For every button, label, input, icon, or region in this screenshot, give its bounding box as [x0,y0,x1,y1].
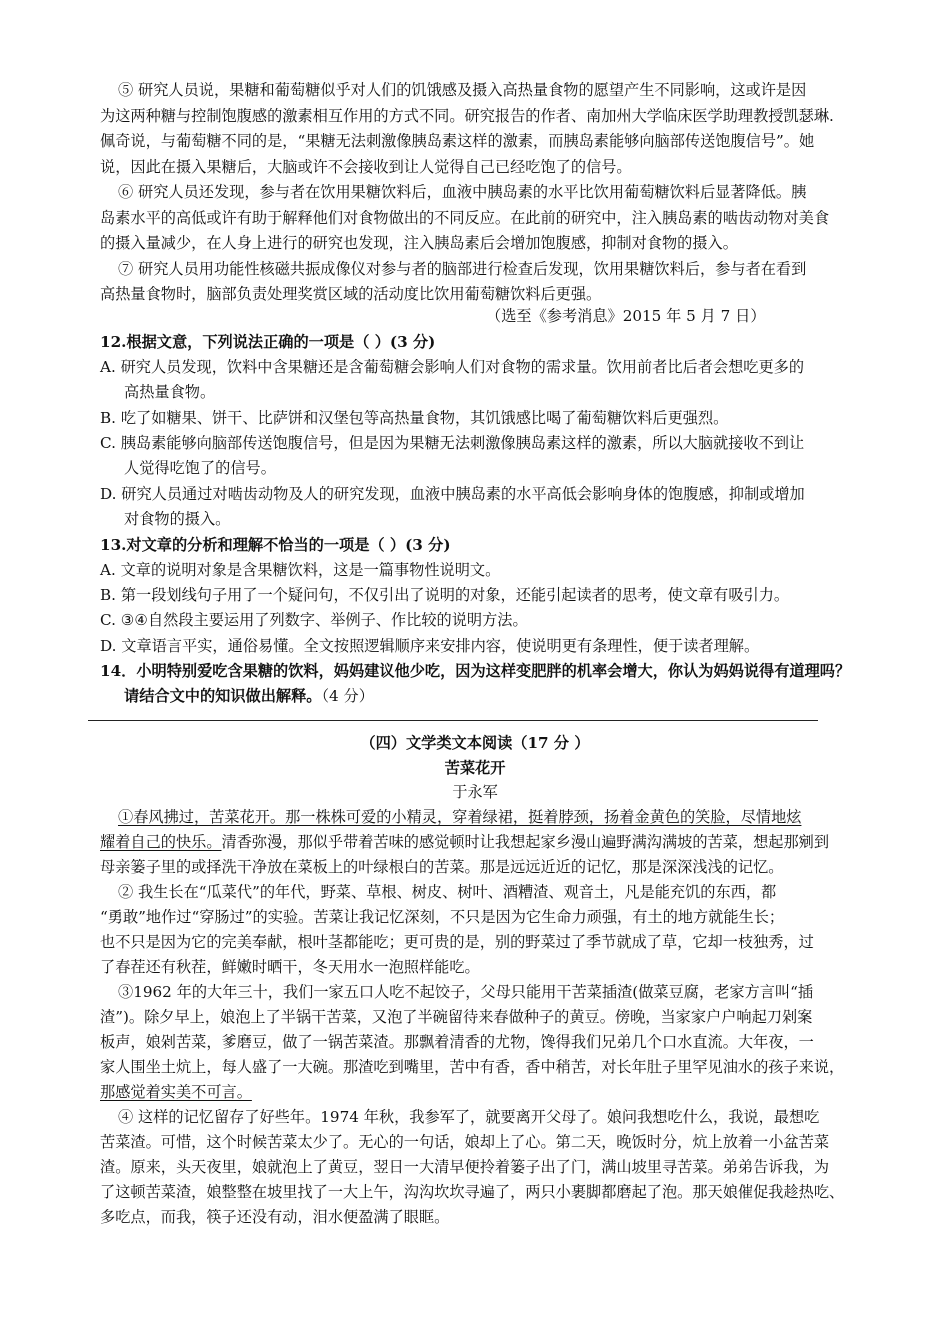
story-para3-line3: 板声，娘剁苦菜，爹磨豆，做了一锅苦菜渣。那飘着清香的尤物，馋得我们兄弟几个口水直流。大年夜，一 [100,1033,814,1051]
q12-option-c-cont: 人觉得吃饱了的信号。 [124,459,276,477]
q13-option-c: C. ③④自然段主要运用了列数字、举例子、作比较的说明方法。 [100,611,528,629]
story-para2-line1: ② 我生长在“瓜菜代”的年代，野菜、草根、树皮、树叶、酒糟渣、观音土，凡是能充饥的东西，都 [118,883,777,901]
story-para1-line1-underlined: ①春风拂过，苦菜花开。那一株株可爱的小精灵，穿着绿裙，挺着脖颈，扬着金黄色的笑脸，尽情地炫 [118,808,802,826]
section-4-heading: （四）文学类文本阅读（17 分 ） [360,734,590,752]
story-para4-line3: 渣。原来，头天夜里，娘就泡上了黄豆，翌日一大清早便拎着篓子出了门，满山坡里寻苦菜。弟弟告诉我，为 [100,1158,829,1176]
q12-option-d: D. 研究人员通过对啮齿动物及人的研究发现，血液中胰岛素的水平高低会影响身体的饱腹感，抑制或增加 [100,485,805,503]
story-para4-line2: 苦菜渣。可惜，这个时候苦菜太少了。无心的一句话，娘却上了心。第二天，晚饭时分，炕上放着一小盆苦菜 [100,1133,829,1151]
story-para1-underlined-end: 耀着自己的快乐。 [100,833,222,851]
question-14-text: 请结合文中的知识做出解释。 [124,687,322,705]
q12-option-d-cont: 对食物的摄入。 [124,510,231,528]
question-14-line1: 14．小明特别爱吃含果糖的饮料，妈妈建议他少吃，因为这样变肥胖的机率会增大，你认为妈妈说得有道理吗？ [100,662,851,680]
question-14-line2 [124,686,374,706]
story-para2-line3: 也不只是因为它的完美奉献，根叶茎都能吃；更可贵的是，别的野菜过了季节就成了草，它却一枝独秀，过 [100,933,814,951]
question-12-stem: 12.根据文意，下列说法正确的一项是（ ）(3 分) [100,333,436,351]
para6-line2: 岛素水平的高低或许有助于解释他们对食物做出的不同反应。在此前的研究中，注入胰岛素的啮齿动物对美食 [100,209,829,227]
q12-option-c: C. 胰岛素能够向脑部传送饱腹信号，但是因为果糖无法刺激像胰岛素这样的激素，所以大脑就接收不到让 [100,434,805,452]
q12-option-a: A. 研究人员发现，饮料中含果糖还是含葡萄糖会影响人们对食物的需求量。饮用前者比后者会想吃更多的 [100,358,805,376]
story-para1-line2-rest: 清香弥漫，那似乎带着苦味的感觉顿时让我想起家乡漫山遍野满沟满坡的苦菜，想起那剜到 [221,833,829,851]
story-para4-line4: 了这顿苦菜渣，娘整整在坡里找了一大上午，沟沟坎坎寻遍了，两只小裹脚都磨起了泡。那天娘催促我趁热吃、 [100,1183,845,1201]
question-13-stem: 13.对文章的分析和理解不恰当的一项是（ ）(3 分) [100,536,451,554]
q13-option-a: A. 文章的说明对象是含果糖饮料，这是一篇事物性说明文。 [100,561,501,579]
story-para3-line2: 渣”)。除夕早上，娘泡上了半锅干苦菜，又泡了半碗留待来春做种子的黄豆。傍晚，当家家户户响起刀剁案 [100,1008,813,1026]
story-para3-line4: 家人围坐土炕上，每人盛了一大碗。那渣吃到嘴里，苦中有香，香中稍苦，对长年肚子里罕见油水的孩子来说， [100,1058,845,1076]
q12-option-a-cont: 高热量食物。 [124,383,216,401]
q13-option-d: D. 文章语言平实，通俗易懂。全文按照逻辑顺序来安排内容，使说明更有条理性，便于读者理解。 [100,637,760,655]
story-para3-line1: ③1962 年的大年三十，我们一家五口人吃不起饺子，父母只能用干苦菜插渣(做菜豆腐，老家方言叫“插 [118,983,814,1001]
story-para2-line2: “勇敢”地作过“穿肠过”的实验。苦菜让我记忆深刻，不只是因为它生命力顽强，有土的地方就能生长； [100,908,785,926]
q12-option-b: B. 吃了如糖果、饼干、比萨饼和汉堡包等高热量食物，其饥饿感比喝了葡萄糖饮料后更强烈。 [100,409,729,427]
para6-line3: 的摄入量减少，在人身上进行的研究也发现，注入胰岛素后会增加饱腹感，抑制对食物的摄入。 [100,234,738,252]
para5-line3: 佩奇说，与葡萄糖不同的是，“果糖无法刺激像胰岛素这样的激素，而胰岛素能够向脑部传送饱腹信号”。她 [100,132,815,150]
story-para1-line3: 母亲篓子里的或择洗干净放在菜板上的叶绿根白的苦菜。那是远远近近的记忆，那是深深浅浅的记忆。 [100,858,784,876]
story-para4-line1: ④ 这样的记忆留存了好些年。1974 年秋，我参军了，就要离开父母了。娘问我想吃什么，我说，最想吃 [118,1108,820,1126]
story-para4-line5: 多吃点，而我，筷子还没有动，泪水便盈满了眼眶。 [100,1208,450,1226]
q13-option-b: B. 第一段划线句子用了一个疑问句，不仅引出了说明的对象，还能引起读者的思考，使文章有吸引力。 [100,586,790,604]
para7-line1: ⑦ 研究人员用功能性核磁共振成像仪对参与者的脑部进行检查后发现，饮用果糖饮料后，参与者在看到 [118,260,807,278]
article-author: 于永军 [452,783,498,801]
source-citation: （选至《参考消息》2015 年 5 月 7 日） [486,307,766,325]
para7-line2: 高热量食物时，脑部负责处理奖赏区域的活动度比饮用葡萄糖饮料后更强。 [100,285,602,303]
story-para2-line4: 了春茬还有秋茬，鲜嫩时晒干，冬天用水一泡照样能吃。 [100,958,480,976]
para5-line2: 为这两种糖与控制饱腹感的激素相互作用的方式不同。研究报告的作者、南加州大学临床医学助理教授凯瑟琳. [100,107,834,125]
article-title: 苦菜花开 [444,759,506,777]
para6-line1: ⑥ 研究人员还发现，参与者在饮用果糖饮料后，血液中胰岛素的水平比饮用葡萄糖饮料后显著降低。胰 [118,183,807,201]
section-divider [88,720,818,721]
para5-line4: 说，因此在摄入果糖后，大脑或许不会接收到让人觉得自己已经吃饱了的信号。 [100,158,632,176]
question-14-score: （4 分） [321,687,374,705]
story-para1-line2 [100,832,829,852]
para5-line1: ⑤ 研究人员说，果糖和葡萄糖似乎对人们的饥饿感及摄入高热量食物的愿望产生不同影响，这或许是因 [118,81,807,99]
story-para3-line5-underlined: 那感觉着实美不可言。 [100,1083,252,1101]
